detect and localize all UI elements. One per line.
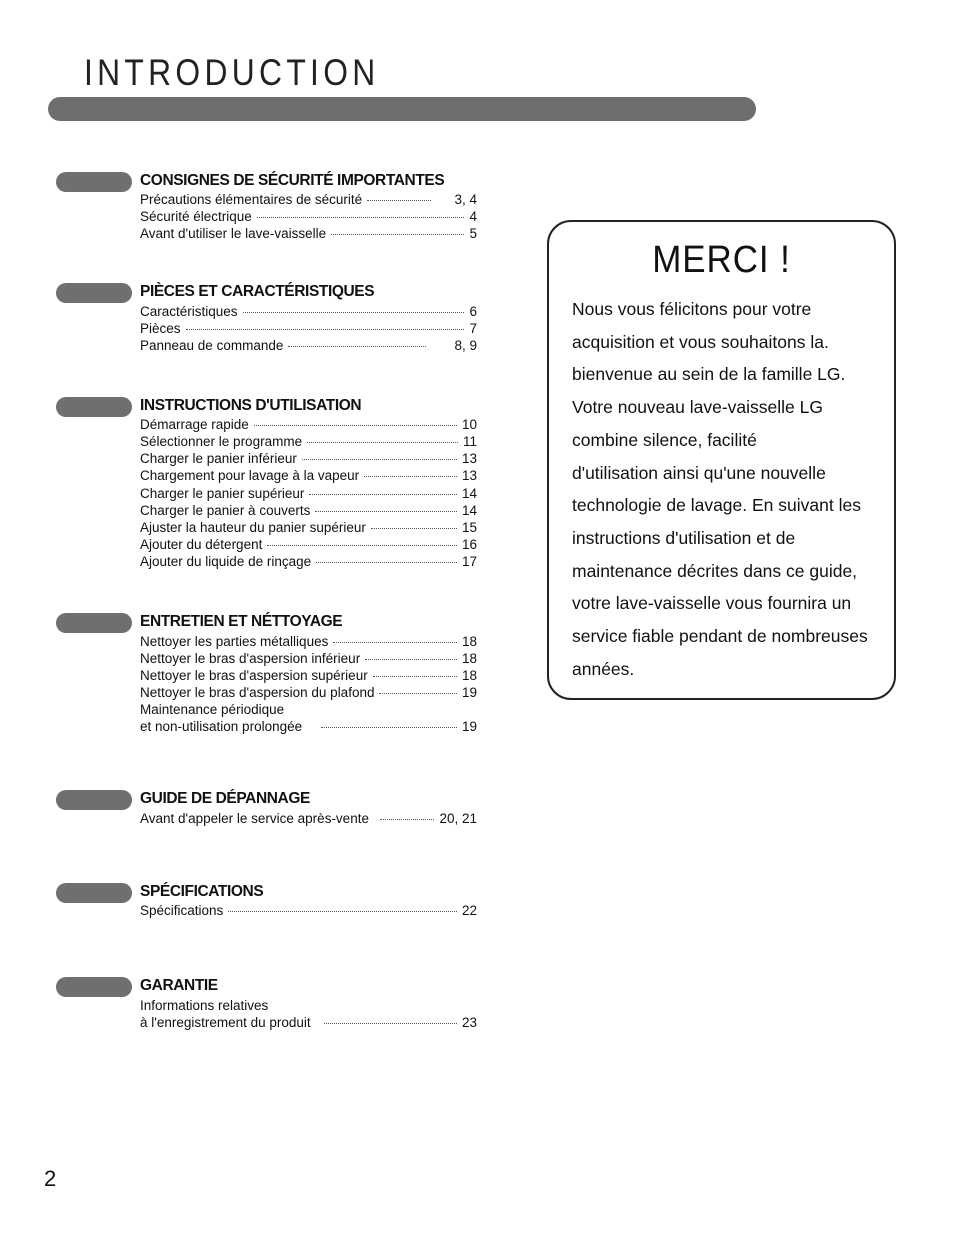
toc-entry-label: Nettoyer le bras d'aspersion du plafond	[140, 685, 375, 700]
merci-line: Votre nouveau lave-vaisselle LG	[572, 397, 823, 418]
dot-leader	[186, 329, 465, 330]
toc-entry-label: Chargement pour lavage à la vapeur	[140, 468, 360, 483]
toc-entry	[140, 304, 477, 321]
toc-entry	[140, 226, 477, 243]
toc-entry	[140, 537, 477, 554]
merci-line: acquisition et vous souhaitons la.	[572, 331, 829, 352]
page-number: 2	[44, 1166, 57, 1191]
dot-leader	[331, 234, 464, 235]
dot-leader	[333, 642, 457, 643]
merci-box	[547, 220, 896, 700]
dot-leader	[288, 346, 426, 347]
merci-line: combine silence, facilité	[572, 429, 757, 450]
section-marker	[56, 883, 132, 903]
dot-leader	[309, 494, 457, 495]
toc-entry-page: 5	[469, 226, 477, 241]
toc-entry	[140, 903, 477, 920]
dot-leader	[316, 562, 457, 563]
section-heading-instructions: INSTRUCTIONS D'UTILISATION	[140, 397, 362, 414]
dot-leader	[267, 545, 457, 546]
dot-leader	[365, 659, 457, 660]
dot-leader	[254, 425, 457, 426]
toc-entry	[140, 434, 477, 451]
toc-entry	[140, 209, 477, 226]
toc-entry	[140, 668, 477, 685]
section-heading-consignes: CONSIGNES DE SÉCURITÉ IMPORTANTES	[140, 172, 445, 189]
toc-entry-page: 6	[469, 304, 477, 319]
dot-leader	[379, 693, 456, 694]
toc-entry	[140, 503, 477, 520]
toc-entry	[140, 451, 477, 468]
toc-entry	[140, 651, 477, 668]
merci-title: MERCI !	[652, 239, 791, 281]
toc-entry	[140, 417, 477, 434]
section-marker	[56, 613, 132, 633]
section-heading-entretien: ENTRETIEN ET NÉTTOYAGE	[140, 613, 343, 630]
toc-entry	[140, 192, 477, 209]
merci-line: années.	[572, 658, 635, 679]
toc-entry-page: 19	[461, 719, 477, 734]
toc-entry-label: Spécifications	[140, 903, 224, 918]
merci-line: Nous vous félicitons pour votre	[572, 299, 812, 319]
merci-line: technologie de lavage. En suivant les	[572, 495, 861, 516]
toc-entry	[140, 486, 477, 503]
toc-entry-page: 14	[461, 503, 477, 518]
section-marker	[56, 283, 132, 303]
section-heading-pieces: PIÈCES ET CARACTÉRISTIQUES	[140, 283, 375, 300]
toc-entry	[140, 634, 477, 651]
toc-entry	[140, 719, 477, 736]
toc-entry	[140, 685, 477, 702]
toc-entry	[140, 338, 477, 355]
toc-entry-label: Précautions élémentaires de sécurité	[140, 192, 363, 207]
toc-entry-page: 19	[461, 685, 477, 700]
toc-entry-label: Ajuster la hauteur du panier supérieur	[140, 520, 366, 535]
toc-entry-label: Pièces	[140, 321, 181, 336]
dot-leader	[371, 528, 457, 529]
toc-entry-page: 13	[461, 468, 477, 483]
toc-entry-page: 7	[469, 321, 477, 336]
dot-leader	[257, 217, 465, 218]
toc-entry	[140, 468, 477, 485]
dot-leader	[307, 442, 458, 443]
merci-line: bienvenue au sein de la famille LG.	[572, 364, 846, 385]
dot-leader	[364, 476, 457, 477]
toc-entry-label: Charger le panier à couverts	[140, 503, 311, 518]
dot-leader	[243, 312, 465, 313]
toc-entry-label: Avant d'utiliser le lave-vaisselle	[140, 226, 327, 241]
dot-leader	[321, 727, 457, 728]
toc-entry-page: 20, 21	[439, 811, 477, 826]
dot-leader	[324, 1023, 457, 1024]
merci-line: maintenance décrites dans ce guide,	[572, 560, 858, 581]
toc-entry-label: Charger le panier inférieur	[140, 451, 297, 466]
toc-entry-label: Démarrage rapide	[140, 417, 249, 432]
toc-entry-page: 4	[469, 209, 477, 224]
section-heading-garantie: GARANTIE	[140, 977, 218, 994]
merci-line: votre lave-vaisselle vous fournira un	[572, 593, 852, 614]
dot-leader	[302, 459, 457, 460]
toc-entry-label: Nettoyer le bras d'aspersion supérieur	[140, 668, 368, 683]
toc-entry-page: 17	[461, 554, 477, 569]
toc-entry-label: Nettoyer le bras d'aspersion inférieur	[140, 651, 361, 666]
toc-entry-label: Panneau de commande	[140, 338, 284, 353]
section-marker	[56, 977, 132, 997]
section-marker	[56, 790, 132, 810]
dot-leader	[315, 511, 457, 512]
merci-line: d'utilisation ainsi qu'une nouvelle	[572, 462, 826, 483]
toc-entry-page: 3, 4	[454, 192, 477, 207]
toc-entry-label: à l'enregistrement du produit	[140, 1015, 311, 1030]
toc-entry-label: Nettoyer les parties métalliques	[140, 634, 329, 649]
toc-entry-label: et non-utilisation prolongée	[140, 719, 303, 734]
section-heading-depannage: GUIDE DE DÉPANNAGE	[140, 790, 310, 807]
toc-entry-label: Sécurité électrique	[140, 209, 252, 224]
merci-text	[572, 293, 888, 685]
toc-entry	[140, 321, 477, 338]
merci-line: service fiable pendant de nombreuses	[572, 626, 868, 647]
toc-entry-page: 13	[461, 451, 477, 466]
toc-entry	[140, 520, 477, 537]
toc-entry-label: Sélectionner le programme	[140, 434, 303, 449]
toc-entry-label: Avant d'appeler le service après-vente	[140, 811, 369, 826]
toc-entry-page: 11	[462, 434, 477, 449]
toc-entry-page: 16	[461, 537, 477, 552]
dot-leader	[228, 911, 457, 912]
toc-entry-page: 15	[461, 520, 477, 535]
merci-line: instructions d'utilisation et de	[572, 527, 796, 548]
toc-entry	[140, 1015, 477, 1032]
dot-leader	[367, 200, 431, 201]
toc-entry-page: 18	[461, 651, 477, 666]
toc-entry	[140, 554, 477, 571]
page-title: INTRODUCTION	[84, 52, 380, 93]
toc-entry-label: Informations relatives	[140, 998, 269, 1013]
toc-entry-page: 14	[461, 486, 477, 501]
toc-entry-label: Charger le panier supérieur	[140, 486, 305, 501]
section-marker	[56, 397, 132, 417]
toc-entry	[140, 811, 477, 828]
toc-entry-page: 18	[461, 634, 477, 649]
toc-entry-page: 18	[461, 668, 477, 683]
dot-leader	[380, 819, 434, 820]
toc-entry-page: 23	[461, 1015, 477, 1030]
dot-leader	[373, 676, 457, 677]
toc-entry-page: 8, 9	[454, 338, 477, 353]
toc-entry-page: 10	[461, 417, 477, 432]
section-heading-specifications: SPÉCIFICATIONS	[140, 883, 264, 900]
toc-entry-page: 22	[461, 903, 477, 918]
title-bar	[48, 97, 756, 121]
toc-entry-label: Caractéristiques	[140, 304, 238, 319]
toc-entry-label: Ajouter du liquide de rinçage	[140, 554, 312, 569]
toc-entry-label: Ajouter du détergent	[140, 537, 263, 552]
section-marker	[56, 172, 132, 192]
toc-entry-label: Maintenance périodique	[140, 702, 285, 717]
